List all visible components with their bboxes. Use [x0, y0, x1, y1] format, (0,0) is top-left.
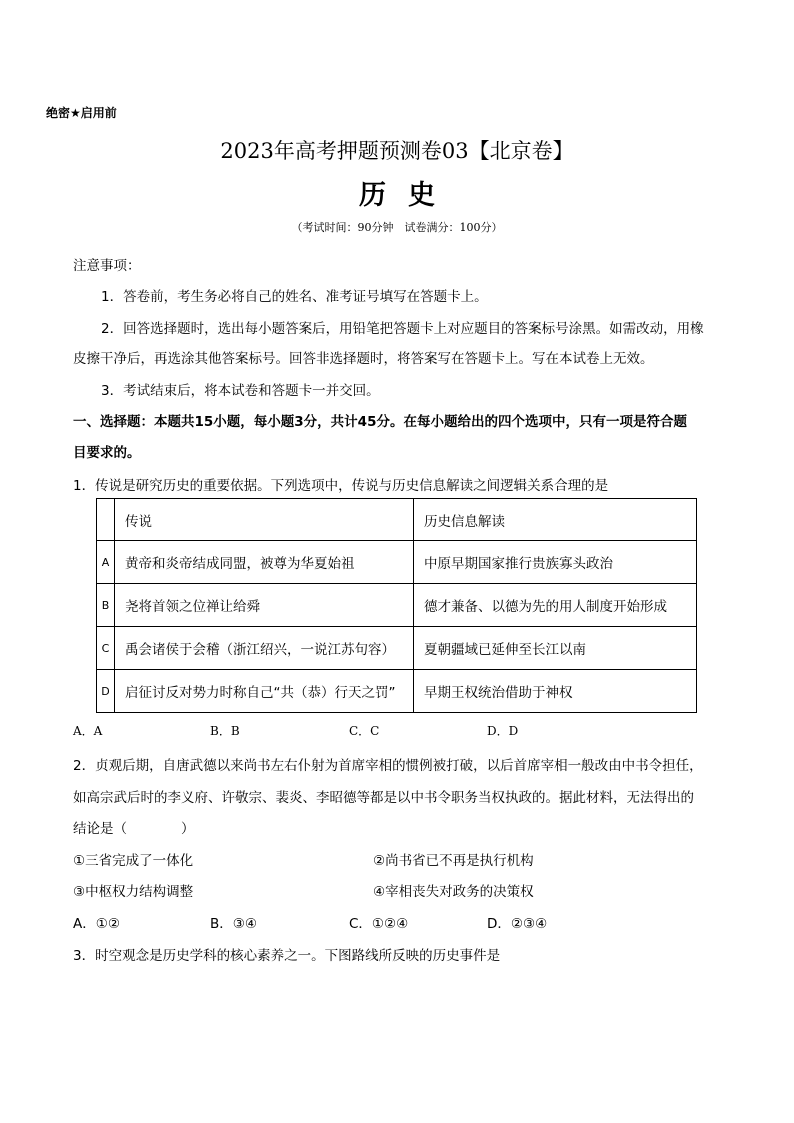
- row-interpretation: 早期王权统治借助于神权: [414, 670, 697, 713]
- question-1-option-a: A．A: [73, 724, 103, 738]
- question-2-option-d: D．②③④: [487, 916, 548, 932]
- row-legend: 尧将首领之位禅让给舜: [115, 584, 414, 627]
- exam-info: （考试时间：90分钟 试卷满分：100分）: [291, 221, 503, 234]
- question-2-stem-line-3: 结论是（ ）: [73, 821, 195, 837]
- table-row: [97, 627, 697, 670]
- row-letter: A: [97, 541, 115, 584]
- row-legend: 禹会诸侯于会稽（浙江绍兴，一说江苏句容）: [115, 627, 414, 670]
- note-item-2-line-1: 2．回答选择题时，选出每小题答案后，用铅笔把答题卡上对应题目的答案标号涂黑。如需改动，用橡: [101, 321, 704, 337]
- question-1-option-b: B．B: [210, 724, 240, 738]
- table-header-blank: [97, 499, 115, 541]
- row-interpretation: 中原早期国家推行贵族寡头政治: [414, 541, 697, 584]
- question-2-statement-1: ①三省完成了一体化: [73, 853, 194, 869]
- question-2-statement-3: ③中枢权力结构调整: [73, 884, 194, 900]
- question-2-statement-4: ④宰相丧失对政务的决策权: [373, 884, 534, 900]
- table-row: [97, 584, 697, 627]
- row-letter: D: [97, 670, 115, 713]
- table-header-legend: 传说: [115, 499, 414, 541]
- note-item-1: 1．答卷前，考生务必将自己的姓名、准考证号填写在答题卡上。: [101, 289, 488, 305]
- table-header-interpretation: 历史信息解读: [414, 499, 697, 541]
- question-2-stem-line-2: 如高宗武后时的李义府、许敬宗、裴炎、李昭德等都是以中书令职务当权执政的。据此材料，无法得出的: [73, 790, 694, 806]
- table-row: [97, 670, 697, 713]
- exam-title: 2023年高考押题预测卷03【北京卷】: [220, 139, 574, 163]
- row-interpretation: 德才兼备、以德为先的用人制度开始形成: [414, 584, 697, 627]
- question-2-statement-2: ②尚书省已不再是执行机构: [373, 853, 534, 869]
- row-interpretation: 夏朝疆域已延伸至长江以南: [414, 627, 697, 670]
- section-1-heading-line-1: 一、选择题：本题共15小题，每小题3分，共计45分。在每小题给出的四个选项中，只有一项是符合题: [73, 414, 687, 430]
- question-2-stem-line-1: 2．贞观后期，自唐武德以来尚书左右仆射为首席宰相的惯例被打破，以后首席宰相一般改由中书令担任，: [73, 758, 703, 774]
- note-item-2-line-2: 皮擦干净后，再选涂其他答案标号。回答非选择题时，将答案写在答题卡上。写在本试卷上无效。: [73, 351, 654, 367]
- question-2-option-c: C．①②④: [349, 916, 409, 932]
- question-1-option-d: D．D: [487, 724, 519, 738]
- note-item-3: 3．考试结束后，将本试卷和答题卡一并交回。: [101, 383, 380, 399]
- section-1-heading-line-2: 目要求的。: [73, 445, 141, 461]
- row-letter: C: [97, 627, 115, 670]
- question-2-option-a: A．①②: [73, 916, 120, 932]
- notes-heading: 注意事项：: [73, 258, 141, 274]
- row-legend: 黄帝和炎帝结成同盟，被尊为华夏始祖: [115, 541, 414, 584]
- subject-title: 历史: [359, 180, 457, 211]
- table-header-row: [97, 499, 697, 541]
- question-2-option-b: B．③④: [210, 916, 257, 932]
- table-row: [97, 541, 697, 584]
- question-1-stem: 1．传说是研究历史的重要依据。下列选项中，传说与历史信息解读之间逻辑关系合理的是: [73, 478, 609, 494]
- confidential-label: 绝密★启用前: [46, 106, 117, 120]
- question-1-option-c: C．C: [349, 724, 380, 738]
- row-letter: B: [97, 584, 115, 627]
- row-legend: 启征讨反对势力时称自己“共（恭）行天之罚”: [115, 670, 414, 713]
- question-3-stem: 3．时空观念是历史学科的核心素养之一。下图路线所反映的历史事件是: [73, 948, 501, 964]
- question-1-table: [96, 498, 697, 713]
